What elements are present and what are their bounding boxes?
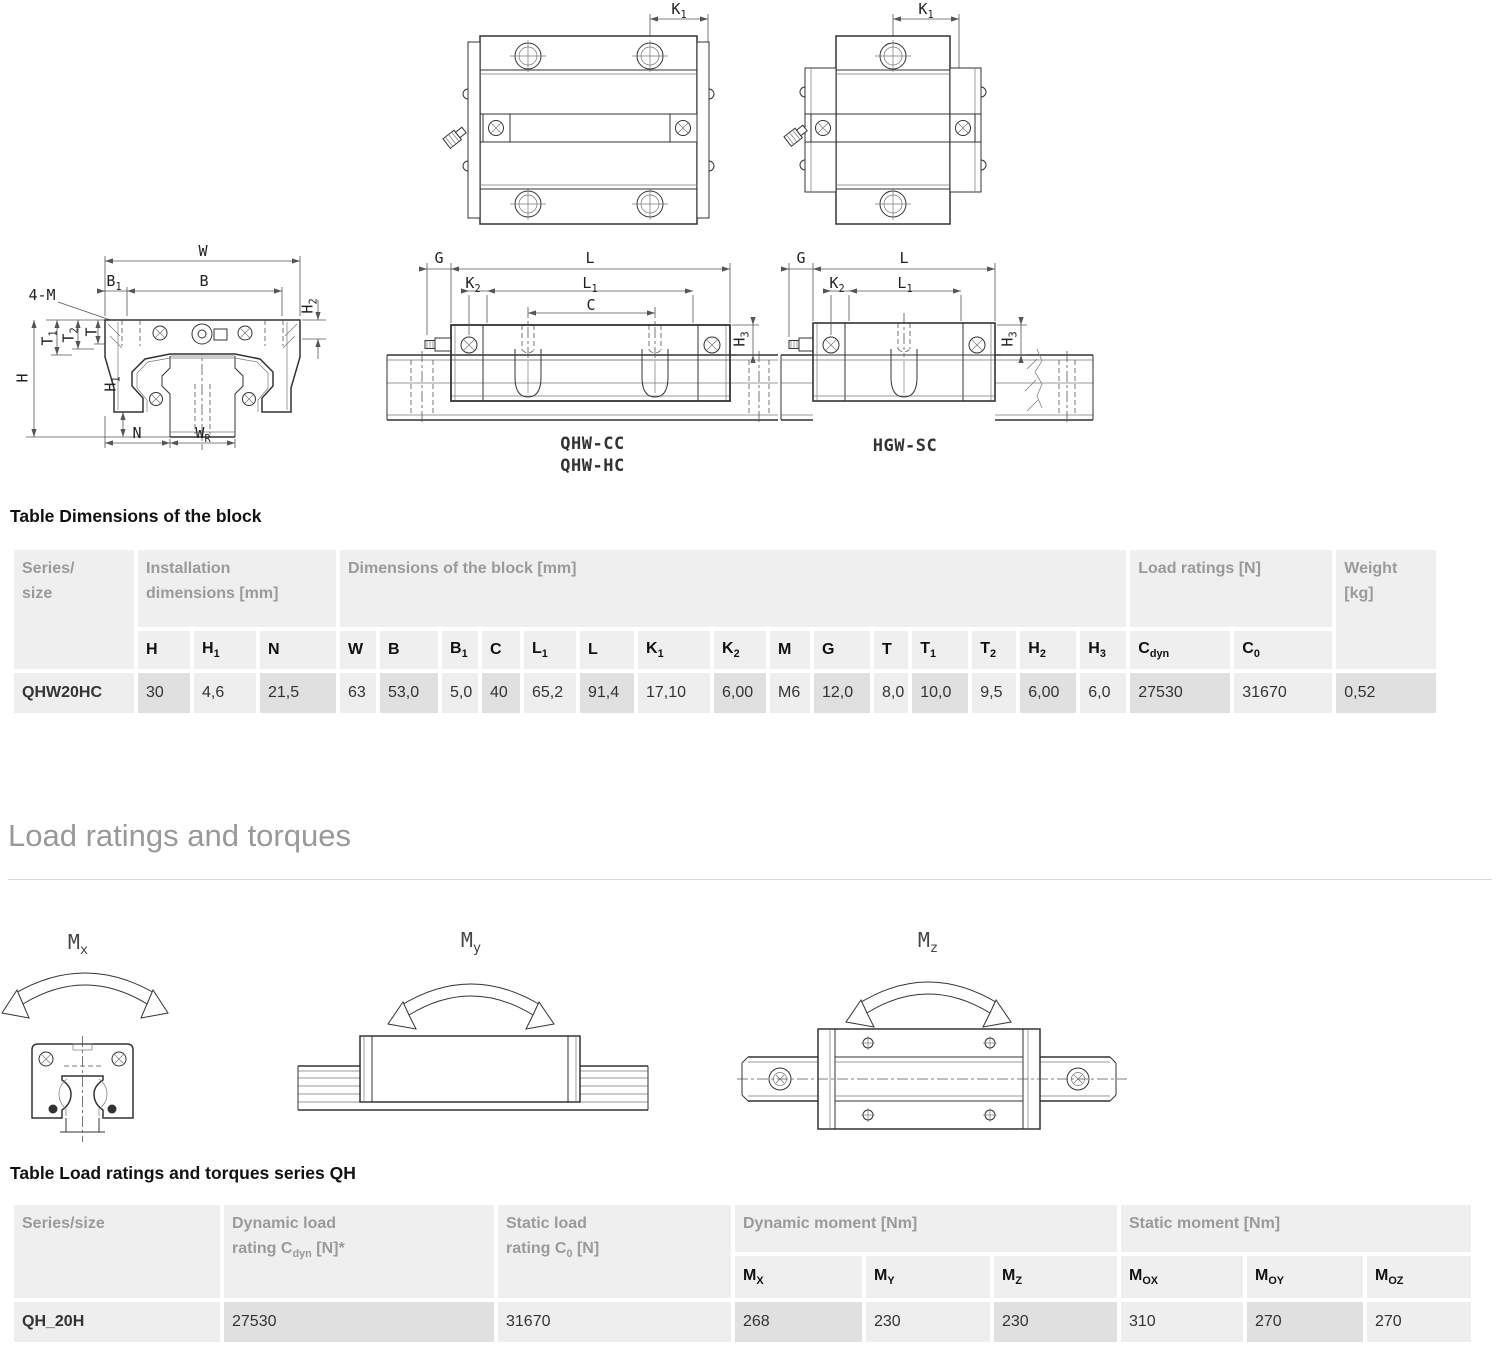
dim-label-h1: $H_1$ <box>101 376 123 392</box>
dim-label-b1: $B_1$ <box>106 272 122 293</box>
col-group-static-moment: Static moment [Nm] <box>1121 1205 1471 1252</box>
data-cell: 5,0 <box>442 673 478 713</box>
moment-label-mz: $M_z$ <box>917 928 939 956</box>
data-cell: 53,0 <box>380 673 438 713</box>
moment-my-drawing <box>290 928 660 1153</box>
hgw-side-view-figure <box>775 243 1195 493</box>
col-group-dynamic-load: Dynamic load rating $C_{dyn}$ [N]* <box>224 1205 494 1298</box>
col-header: $H_2$ <box>1020 631 1076 669</box>
dim-label-l1: $L_1$ <box>582 274 598 295</box>
col-header: H <box>138 631 190 669</box>
dim-label-k1: $K_1$ <box>918 0 934 21</box>
table-group-header-row <box>14 550 1436 627</box>
col-header: T <box>874 631 908 669</box>
data-cell: 27530 <box>1130 673 1230 713</box>
dim-label-wr: $W_R$ <box>195 424 211 445</box>
table-row <box>14 1302 1471 1342</box>
data-cell: 4,6 <box>194 673 256 713</box>
col-group-weight: Weight [kg] <box>1336 550 1436 669</box>
table-row <box>14 673 1436 713</box>
col-header: $M_Y$ <box>866 1256 990 1298</box>
col-header: $M_Z$ <box>994 1256 1117 1298</box>
col-group-dynamic-moment: Dynamic moment [Nm] <box>735 1205 1117 1252</box>
col-header: $L_1$ <box>524 631 576 669</box>
dimensions-table-title: Table Dimensions of the block <box>10 506 262 526</box>
moment-my-figure <box>290 928 660 1153</box>
data-cell: 0,52 <box>1336 673 1436 713</box>
col-group-series-size: Series/ size <box>14 550 134 669</box>
table-sub-header-row <box>14 631 1436 669</box>
col-group-installation: Installation dimensions [mm] <box>138 550 336 627</box>
data-cell: 91,4 <box>580 673 634 713</box>
col-header: $M_{OZ}$ <box>1367 1256 1471 1298</box>
col-header: $M_{OX}$ <box>1121 1256 1243 1298</box>
dim-label-w: W <box>198 242 208 260</box>
section-heading-load-ratings: Load ratings and torques <box>8 818 351 853</box>
dim-label-c: C <box>586 296 596 314</box>
col-header: $M_{OY}$ <box>1247 1256 1363 1298</box>
col-header: C <box>482 631 520 669</box>
moment-mx-figure <box>0 928 175 1153</box>
col-group-series-size: Series/size <box>14 1205 220 1298</box>
col-group-dimensions: Dimensions of the block [mm] <box>340 550 1126 627</box>
data-cell: M6 <box>770 673 810 713</box>
dim-label-h3: $H_3$ <box>998 331 1020 347</box>
dim-label-g: G <box>434 249 444 267</box>
col-header: M <box>770 631 810 669</box>
load-table-title: Table Load ratings and torques series QH <box>10 1163 356 1183</box>
dimensions-table <box>10 546 1440 717</box>
col-group-load-ratings: Load ratings [N] <box>1130 550 1332 627</box>
col-header: $T_2$ <box>972 631 1016 669</box>
data-cell: 27530 <box>224 1302 494 1342</box>
col-header: B <box>380 631 438 669</box>
cross-section-drawing <box>10 242 345 492</box>
dim-label-t2: $T_2$ <box>59 327 81 343</box>
grease-nipple-icon <box>443 125 468 148</box>
dim-label-h: H <box>13 373 32 383</box>
col-header: $K_1$ <box>638 631 710 669</box>
col-group-static-load: Static load rating $C_0$ [N] <box>498 1205 731 1298</box>
data-cell: 6,00 <box>714 673 766 713</box>
figure-caption-hgw: HGW-SC <box>872 436 938 456</box>
col-header: N <box>260 631 336 669</box>
data-cell: 10,0 <box>912 673 968 713</box>
dim-label-t1: $T_1$ <box>38 330 60 346</box>
col-header: L <box>580 631 634 669</box>
dim-label-t: T <box>82 327 101 337</box>
qhw-top-view-figure <box>440 2 740 240</box>
load-ratings-table <box>10 1201 1475 1346</box>
data-cell: 270 <box>1247 1302 1363 1342</box>
dim-label-k2: $K_2$ <box>465 274 481 295</box>
figure-caption-qhw: QHW-CC QHW-HC <box>560 434 625 476</box>
data-cell: 65,2 <box>524 673 576 713</box>
cross-section-figure <box>10 242 345 492</box>
col-header: $C_{dyn}$ <box>1130 631 1230 669</box>
data-cell: 40 <box>482 673 520 713</box>
dim-label-k1: $K_1$ <box>671 0 687 21</box>
data-cell: 270 <box>1367 1302 1471 1342</box>
col-header: $B_1$ <box>442 631 478 669</box>
data-cell: 31670 <box>498 1302 731 1342</box>
dim-label-l: L <box>585 249 595 267</box>
series-size-value: QH_20H <box>14 1302 220 1342</box>
dim-label-l: L <box>899 249 909 267</box>
dim-label-h3: $H_3$ <box>730 331 752 347</box>
col-header: $C_0$ <box>1234 631 1332 669</box>
dim-label-h2: $H_2$ <box>298 298 320 314</box>
col-header: $T_1$ <box>912 631 968 669</box>
moment-mz-drawing <box>735 928 1130 1153</box>
col-header: G <box>814 631 870 669</box>
hgw-top-view-figure <box>778 2 993 240</box>
table-group-header-row <box>14 1205 1471 1252</box>
data-cell: 6,0 <box>1080 673 1126 713</box>
data-cell: 63 <box>340 673 376 713</box>
col-header: $H_1$ <box>194 631 256 669</box>
data-cell: 30 <box>138 673 190 713</box>
data-cell: 8,0 <box>874 673 908 713</box>
moment-mx-drawing <box>0 928 175 1153</box>
qhw-side-view-figure <box>385 243 780 493</box>
moment-label-mx: $M_x$ <box>67 930 89 958</box>
data-cell: 9,5 <box>972 673 1016 713</box>
data-cell: 268 <box>735 1302 862 1342</box>
dim-label-g: G <box>796 249 806 267</box>
data-cell: 310 <box>1121 1302 1243 1342</box>
hgw-top-view-drawing <box>778 2 993 240</box>
series-size-value: QHW20HC <box>14 673 134 713</box>
moment-label-my: $M_y$ <box>460 928 482 956</box>
dim-label-b: B <box>199 272 209 290</box>
dim-label-k2: $K_2$ <box>829 274 845 295</box>
data-cell: 230 <box>994 1302 1117 1342</box>
qhw-top-view-drawing <box>440 2 740 240</box>
col-header: $H_3$ <box>1080 631 1126 669</box>
dim-label-4m: 4-M <box>28 286 56 304</box>
dim-label-l1: $L_1$ <box>897 274 913 295</box>
data-cell: 31670 <box>1234 673 1332 713</box>
data-cell: 12,0 <box>814 673 870 713</box>
data-cell: 6,00 <box>1020 673 1076 713</box>
col-header: $M_X$ <box>735 1256 862 1298</box>
data-cell: 230 <box>866 1302 990 1342</box>
moment-mz-figure <box>735 928 1130 1153</box>
section-divider <box>8 879 1492 880</box>
data-cell: 17,10 <box>638 673 710 713</box>
col-header: $K_2$ <box>714 631 766 669</box>
col-header: W <box>340 631 376 669</box>
dim-label-n: N <box>132 424 142 442</box>
data-cell: 21,5 <box>260 673 336 713</box>
